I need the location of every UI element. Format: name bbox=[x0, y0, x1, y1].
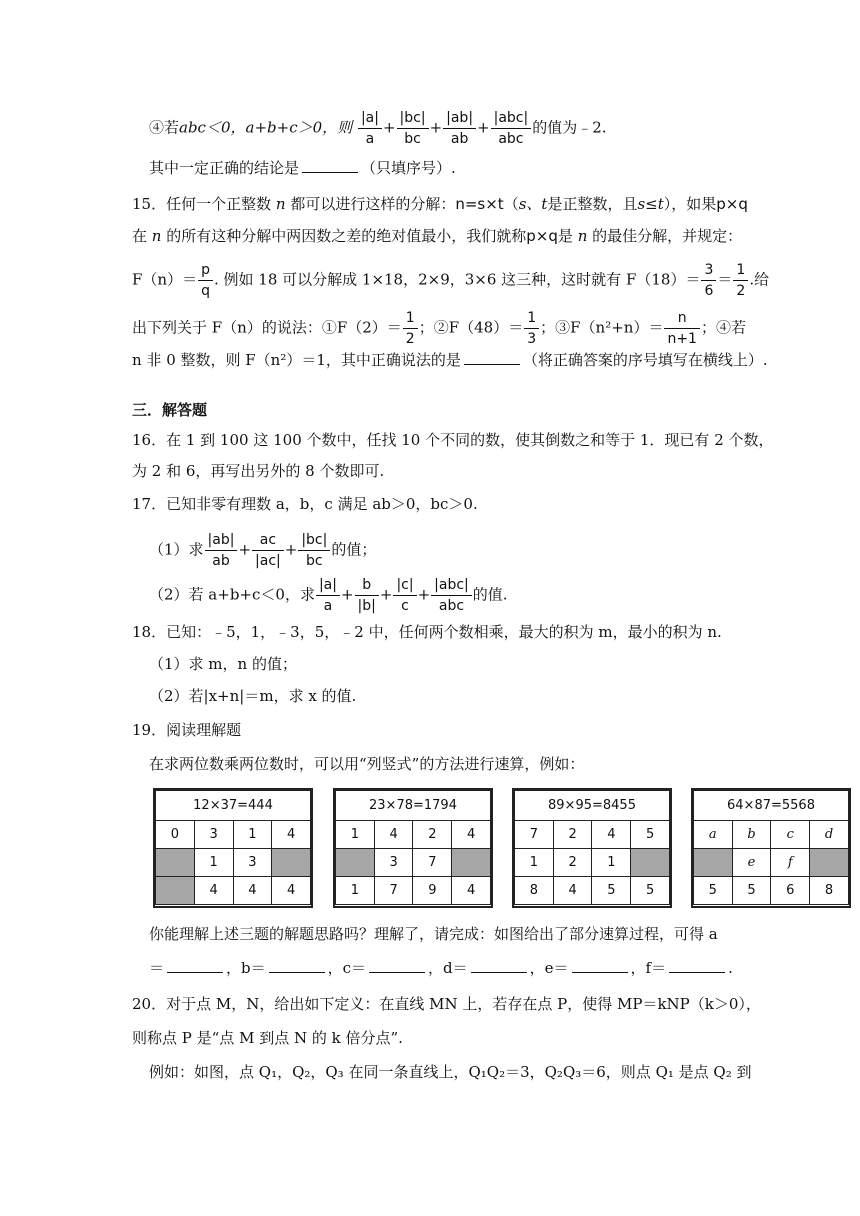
fraction: $\frac{1}{2}$ bbox=[403, 308, 418, 349]
answer-blank[interactable] bbox=[302, 156, 358, 173]
answer-blank-c[interactable] bbox=[369, 956, 425, 973]
q20-line3: 例如：如图，点 Q₁，Q₂，Q₃ 在同一条直线上，Q₁Q₂＝3，Q₂Q₃＝6，则点 Q₁ 是点 Q₂ 到 bbox=[149, 1063, 752, 1081]
fraction: $\frac{b}{|b|}$ bbox=[355, 575, 379, 616]
q19-line3: 你能理解上述三题的解题思路吗？理解了，请完成：如图给出了部分速算过程，可得 a bbox=[149, 925, 718, 943]
answer-blank-b[interactable] bbox=[269, 956, 325, 973]
fraction: $\frac{|ab|}{ab}$ bbox=[443, 108, 476, 149]
fraction: $\frac{|bc|}{bc}$ bbox=[298, 530, 330, 571]
q14-item4: ④若abc＜0，a+b+c＞0，则 $\frac{|a|}{a}$ + $\frac{|bc|}{bc}$ + $\frac{|ab|}{ab}$ + $\frac{\text{|abc|}}{\text{abc}}$ 的值为﹣2. bbox=[149, 110, 607, 147]
q15-line3: F（n）＝ $\frac{p}{q}$ . 例如 18 可以分解成 1×18，2×9，3×6 这三种，这时就有 F（18）＝ $\frac{3}{6}$ ＝ $\frac{1}{2}$ .给 bbox=[132, 262, 770, 299]
q17-line1: 17．已知非零有理数 a，b，c 满足 ab＞0，bc＞0. bbox=[132, 495, 478, 513]
q17-part2: （2）若 a+b+c＜0，求 $\frac{|a|}{a}$ + $\frac{b}{|b|}$ + $\frac{|c|}{c}$ + $\frac{\text{|abc|}}{\text{abc}}$ 的值. bbox=[149, 577, 508, 614]
fraction: $\frac{\text{|abc|}}{\text{abc}}$ bbox=[491, 108, 532, 149]
q14-conclusion: 其中一定正确的结论是 （只填序号）. bbox=[149, 156, 456, 180]
fraction: $\frac{\text{|abc|}}{\text{abc}}$ bbox=[431, 575, 472, 616]
q18-part2: （2）若|x+n|＝m，求 x 的值. bbox=[149, 687, 357, 705]
table-title: 23×78=1794 bbox=[336, 791, 491, 821]
table-title: 89×95=8455 bbox=[515, 791, 670, 821]
q17-part1: （1）求 $\frac{|ab|}{ab}$ + $\frac{ac}{|ac|}$ + $\frac{|bc|}{bc}$ 的值； bbox=[149, 532, 377, 569]
fraction: $\frac{1}{2}$ bbox=[733, 260, 748, 301]
table-title: 12×37=444 bbox=[156, 791, 311, 821]
fraction: $\frac{p}{q}$ bbox=[198, 260, 213, 301]
q15-line4: 出下列关于 F（n）的说法：①F（2）＝ $\frac{1}{2}$ ；②F（48）＝ $\frac{1}{3}$ ；③F（n²+n）＝ $\frac{n}{n+1}$ ；④若 bbox=[132, 310, 746, 347]
q15-line1: 15．任何一个正整数 n 都可以进行这样的分解：n=s×t（s、t是正整数，且s≤t），如果p×q bbox=[132, 195, 748, 213]
q15-line2: 在 n 的所有这种分解中两因数之差的绝对值最小，我们就称p×q是 n 的最佳分解，并规定： bbox=[132, 227, 743, 245]
q19-line2: 在求两位数乘两位数时，可以用“列竖式”的方法进行速算，例如： bbox=[149, 755, 585, 773]
section-title: 三．解答题 bbox=[132, 401, 208, 419]
q19-line4: ＝ ，b＝ ，c＝ ，d＝ ，e＝ ，f＝ . bbox=[149, 956, 733, 980]
calc-table-4: 64×87=5568 a b c d e f 5 5 6 8 bbox=[691, 788, 851, 908]
answer-blank-a[interactable] bbox=[167, 956, 223, 973]
fraction: $\frac{|c|}{c}$ bbox=[393, 575, 416, 616]
answer-blank-f[interactable] bbox=[669, 956, 725, 973]
q16-line2: 为 2 和 6，再写出另外的 8 个数即可. bbox=[132, 462, 385, 480]
fraction: $\frac{|ab|}{ab}$ bbox=[205, 530, 238, 571]
fraction: $\frac{1}{3}$ bbox=[524, 308, 539, 349]
q20-line1: 20．对于点 M，N，给出如下定义：在直线 MN 上，若存在点 P，使得 MP＝kNP（k＞0）， bbox=[132, 995, 761, 1013]
q18-part1: （1）求 m，n 的值； bbox=[149, 655, 297, 673]
table-title: 64×87=5568 bbox=[694, 791, 849, 821]
calc-table-3: 89×95=8455 7 2 4 5 1 2 1 8 4 5 5 bbox=[512, 788, 672, 908]
q18-line1: 18．已知：﹣5，1，﹣3，5，﹣2 中，任何两个数相乘，最大的积为 m，最小的积为 n. bbox=[132, 623, 722, 641]
q20-line2: 则称点 P 是“点 M 到点 N 的 k 倍分点”. bbox=[132, 1029, 403, 1047]
fraction: $\frac{|a|}{a}$ bbox=[316, 575, 340, 616]
fraction: $\frac{n}{n+1}$ bbox=[664, 308, 700, 349]
answer-blank[interactable] bbox=[464, 348, 520, 365]
fraction: $\frac{3}{6}$ bbox=[701, 260, 716, 301]
answer-blank-e[interactable] bbox=[572, 956, 628, 973]
q19-line1: 19．阅读理解题 bbox=[132, 721, 242, 739]
fraction: $\frac{|a|}{a}$ bbox=[358, 108, 382, 149]
answer-blank-d[interactable] bbox=[471, 956, 527, 973]
q16-line1: 16．在 1 到 100 这 100 个数中，任找 10 个不同的数，使其倒数之和等于 1．现已有 2 个数， bbox=[132, 431, 774, 449]
q15-line5: n 非 0 整数，则 F（n²）＝1，其中正确说法的是 （将正确答案的序号填写在横线上）. bbox=[132, 348, 768, 372]
fraction: $\frac{|bc|}{bc}$ bbox=[397, 108, 429, 149]
fraction: $\frac{ac}{|ac|}$ bbox=[252, 530, 284, 571]
calc-table-1: 12×37=444 0 3 1 4 1 3 4 4 4 bbox=[153, 788, 313, 908]
calc-table-2: 23×78=1794 1 4 2 4 3 7 1 7 9 4 bbox=[333, 788, 493, 908]
